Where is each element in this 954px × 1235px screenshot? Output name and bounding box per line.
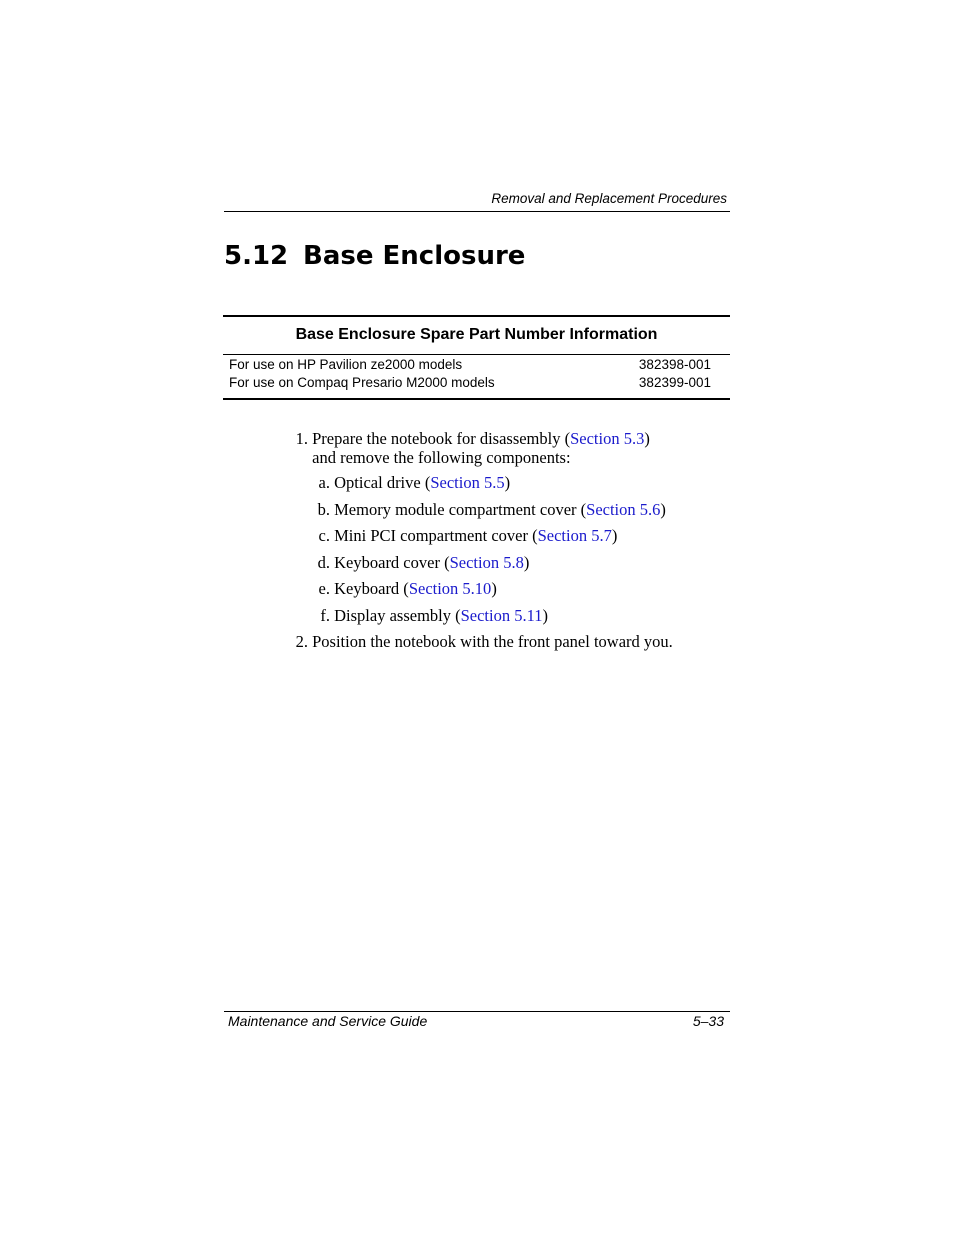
substep-marker: c.: [318, 526, 330, 545]
substep-marker: f.: [320, 605, 330, 625]
section-title: [224, 241, 525, 271]
substep-text: ): [611, 526, 618, 545]
section-link[interactable]: Section 5.3: [570, 429, 645, 448]
spare-parts-table: [223, 315, 730, 400]
section-title-text: Base Enclosure: [303, 241, 526, 271]
step-1: [284, 429, 744, 632]
part-number: 382398-001: [638, 357, 711, 372]
section-link[interactable]: Section 5.8: [449, 552, 524, 572]
section-link[interactable]: Section 5.5: [430, 473, 505, 492]
list-item: [308, 500, 666, 527]
step-text: [308, 632, 673, 651]
header-rule: [224, 211, 730, 212]
part-description: For use on HP Pavilion ze2000 models: [229, 357, 463, 372]
step-text: [308, 429, 666, 448]
substep-text: Optical drive (: [334, 473, 431, 492]
substep-text: ): [491, 579, 497, 598]
substep-text: Keyboard (: [334, 579, 409, 598]
step-marker: 2.: [295, 632, 308, 651]
step-text-part: Position the notebook with the front panel toward you.: [312, 632, 673, 651]
step-text-part: Prepare the notebook for disassembly (: [312, 429, 571, 448]
footer-guide-title: Maintenance and Service Guide: [228, 1013, 428, 1029]
step-text-part: and remove the following components:: [312, 448, 571, 467]
substep-marker: a.: [318, 473, 330, 492]
list-item: [308, 606, 666, 633]
part-description: For use on Compaq Presario M2000 models: [229, 375, 495, 390]
substep-text: Mini PCI compartment cover (: [334, 526, 538, 545]
section-number: 5.12: [224, 241, 289, 271]
substep-text: ): [542, 605, 548, 625]
list-item: [308, 526, 666, 553]
substep-list: [308, 473, 666, 632]
step-text-continued: [308, 448, 666, 467]
substep-text: ): [504, 473, 511, 492]
substep-text: Memory module compartment cover (: [334, 499, 587, 519]
step-2: [284, 632, 744, 651]
substep-text: ): [523, 552, 530, 572]
substep-text: Keyboard cover (: [334, 552, 450, 572]
substep-marker: d.: [317, 552, 330, 572]
section-link[interactable]: Section 5.6: [586, 499, 661, 519]
footer-page-number: 5–33: [692, 1013, 724, 1029]
substep-marker: b.: [317, 499, 330, 519]
step-marker: 1.: [295, 429, 308, 448]
substep-text: Display assembly (: [334, 605, 461, 625]
footer-rule: [224, 1011, 730, 1012]
section-link[interactable]: Section 5.10: [408, 579, 492, 598]
table-row: [223, 356, 730, 374]
substep-marker: e.: [318, 579, 330, 598]
table-caption: Base Enclosure Spare Part Number Information: [223, 317, 730, 355]
list-item: [308, 579, 666, 606]
list-item: [308, 553, 666, 580]
substep-text: ): [660, 499, 666, 519]
section-link[interactable]: Section 5.7: [537, 526, 612, 545]
running-head: Removal and Replacement Procedures: [491, 191, 727, 206]
table-row: [223, 374, 730, 392]
procedure-steps: [284, 429, 744, 651]
list-item: [308, 473, 666, 500]
part-number: 382399-001: [638, 375, 711, 390]
step-text-part: ): [644, 429, 650, 448]
section-link[interactable]: Section 5.11: [460, 605, 543, 625]
